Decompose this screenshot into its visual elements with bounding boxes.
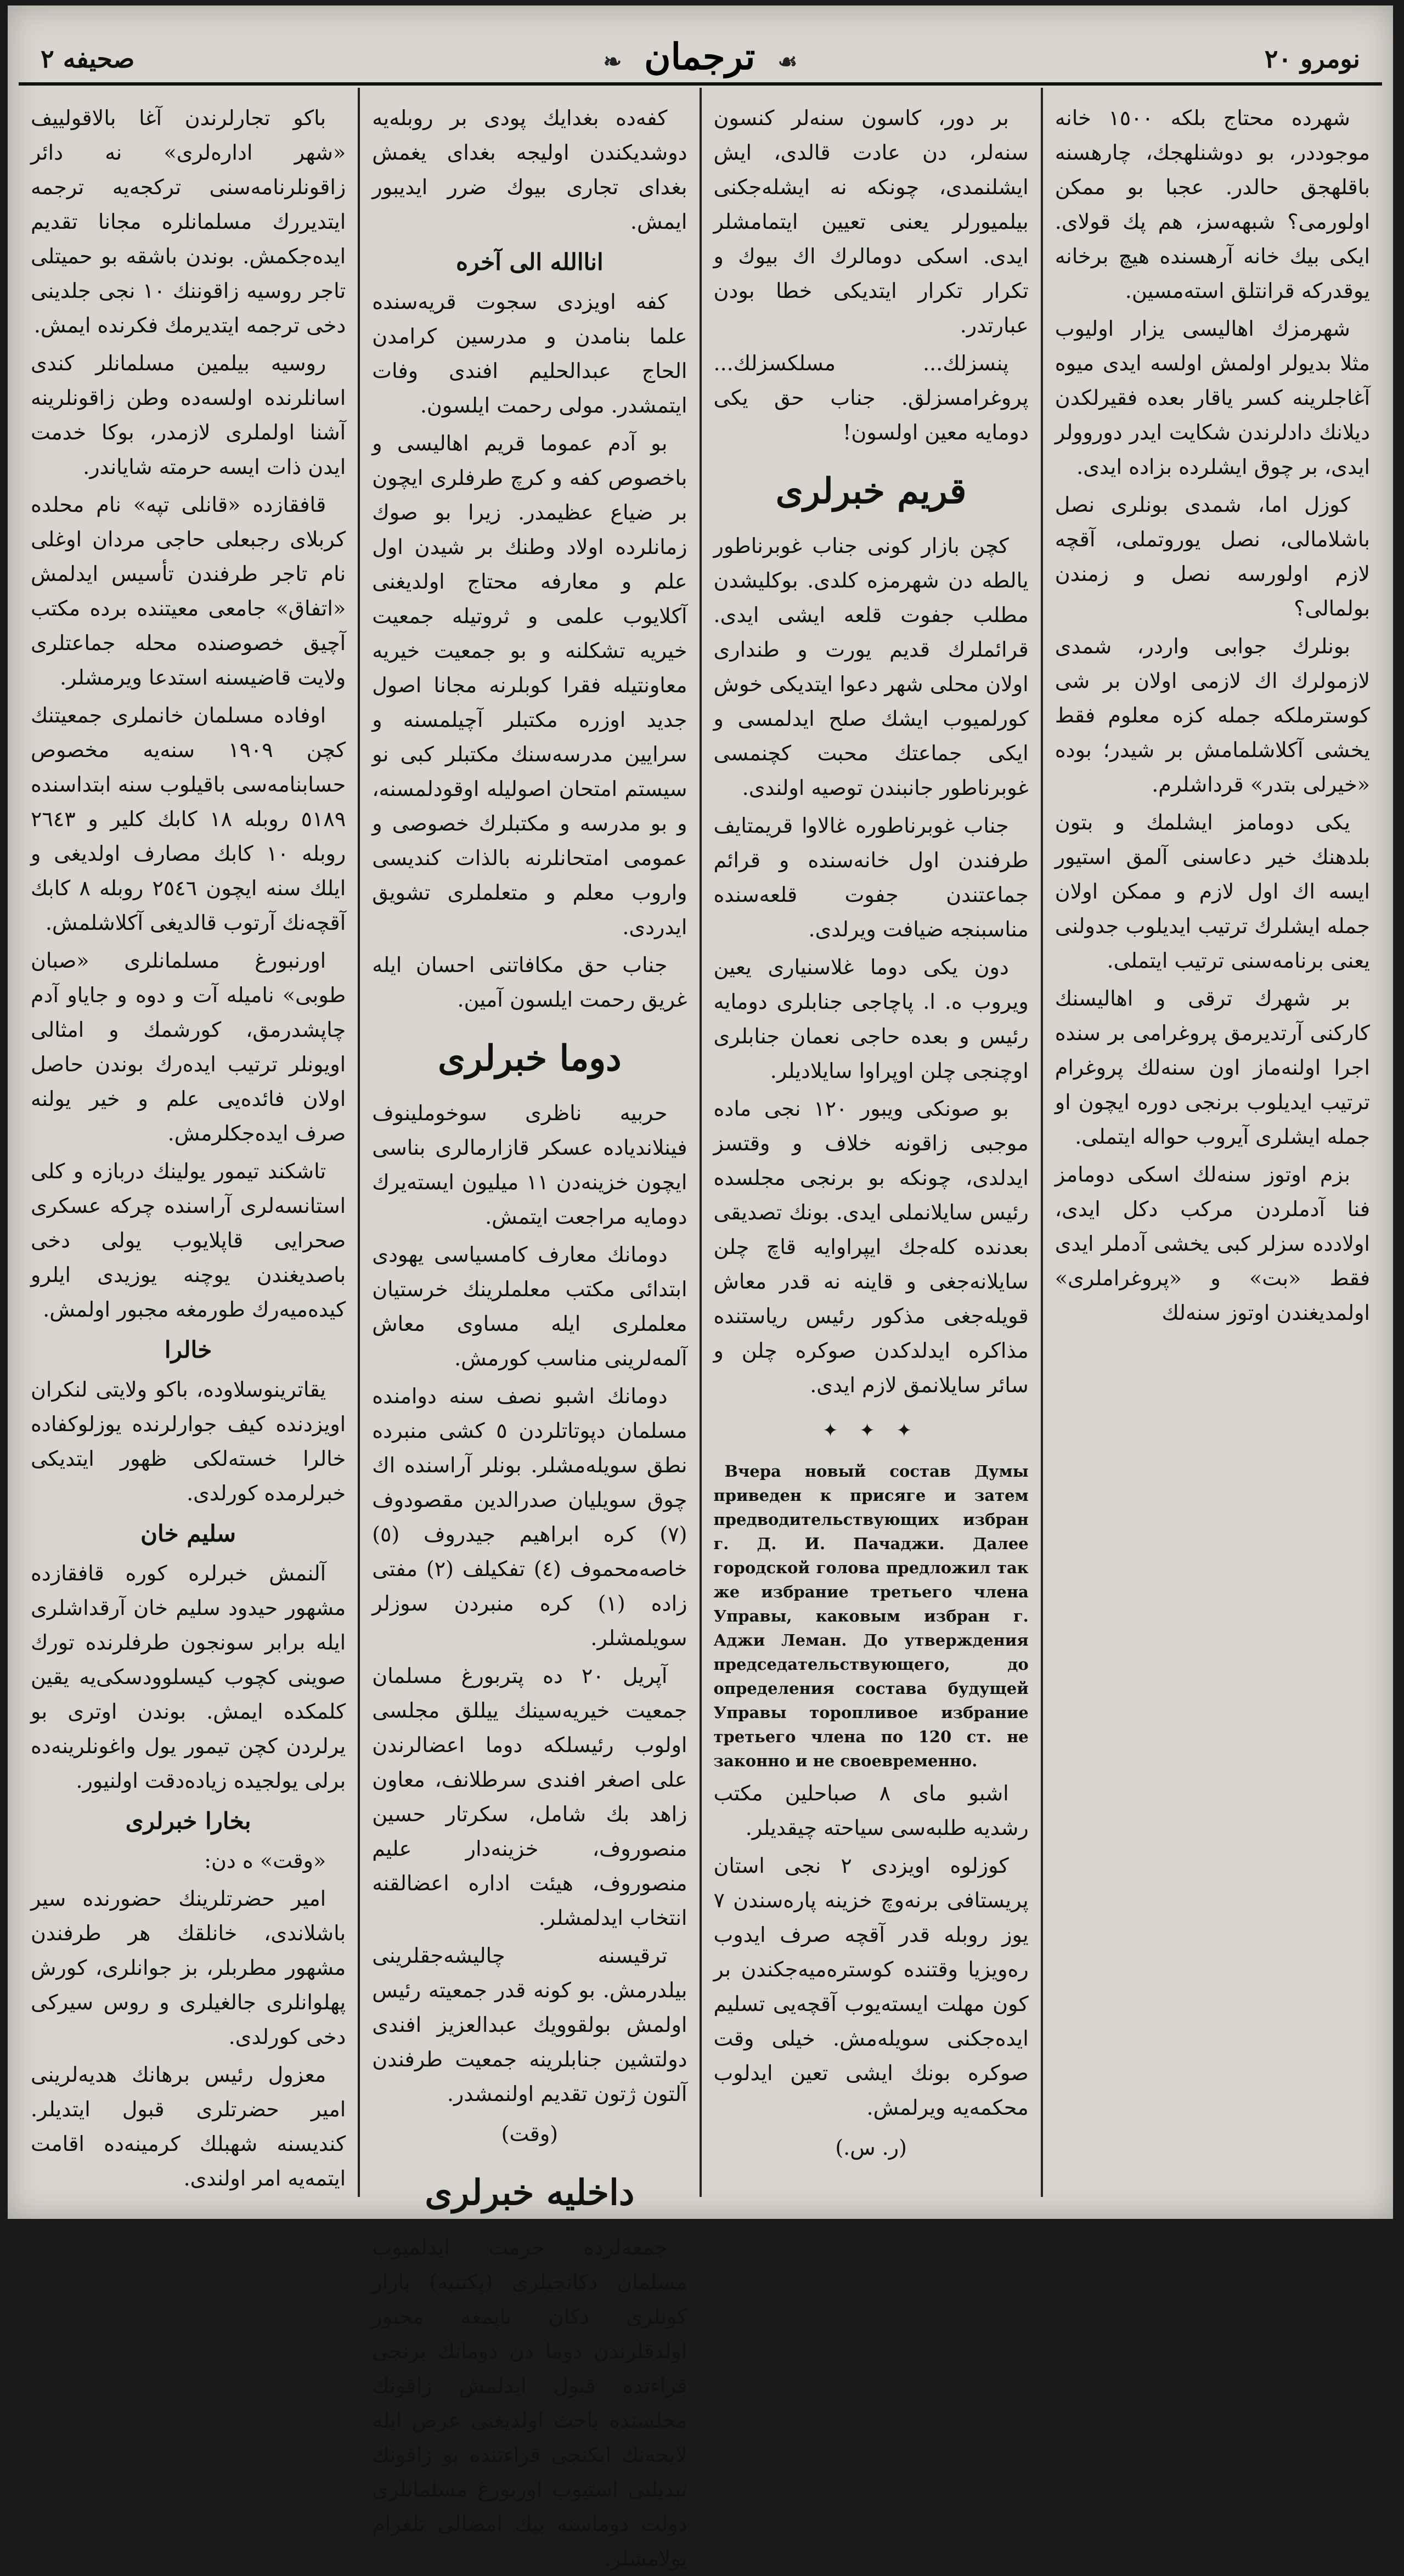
article-paragraph: دومانك معارف کامسیاسی یهودی ابتدائی مکتب معلملرینك خرستیان معلملری ایله مساوی معاش آلمه‌لرینی مناسب کورمش.	[372, 1242, 687, 1370]
article-paragraph: کوزل اما، شمدی بونلری نصل باشلامالی، نصل یوروتملی، آقچه لازم اولورسه نصل و زمندن بولمالی؟	[1055, 493, 1370, 620]
article-paragraph: جناب حق مکافاتنی احسان ایله غریق رحمت ایلسون آمین.	[372, 953, 687, 1012]
article-paragraph: دومانك اشبو نصف سنه دوامنده مسلمان دپوتاتلردن ٥ کشی منبرده نطق سویله‌مشلر. بونلر آراسنده اك چوق سویلیان صدرالدین مقصودوف (٧) کره ابراهیم جیدروف (٥) خاصه‌محموف (٤) تفکیلف (٢) مفتی زاده (١) کره منبردن سوزلر سویلمشلر.	[372, 1384, 687, 1650]
article-paragraph: اوفاده مسلمان خانملری جمعیتنك کچن ١٩٠٩ سنه‌یه مخصوص حسابنامه‌سی باقیلوب سنه ابتداسنده ٥١٨٩ روبله ١٨ کابك کلیر و ٢٦٤٣ روبله ١٠ کابك مصارف اولدیغی و ایلك سنه ایچون ٢٥٤٦ روبله ٨ کابك آقچه‌نك آرتوب قالدیغی آکلاشلمش.	[31, 703, 346, 935]
article-paragraph: بونلرك جوابی واردر، شمدی لازمولرك اك لازمی اولان بر شی کوسترملکه جمله کزه معلوم فقط یخشی آکلاشلمامش بر شیدر؛ بوده «خیرلی بتدر» قرداشلرم.	[1055, 634, 1370, 796]
subheading-bukhara: بخارا خبرلری	[125, 1807, 251, 1834]
article-paragraph: شهرمزك اهالیسی یزار اولیوب مثلا بدیولر اولمش اولسه ایدی میوه آغاجلرینه کسر یاقار بعده فقیرلکدن دیلانك دادلرندن شکایت ایدر دوروولر ایدی، بر چوق ایشلرده بزاده ایدی.	[1055, 317, 1370, 479]
article-paragraph: کفه‌ده بغدایك پودی بر روبله‌یه دوشدیکندن اولیجه بغدای یغمش بغدای تجاری بیوك ضرر ایدیبور ایمش.	[372, 106, 687, 234]
article-paragraph: یکی دومامز ایشلمك و بتون بلدهنك خیر دعاسنی آلمق استیور ایسه اك اول لازم و ممکن اولان جمله ایشلرك ترتیب ایدیلوب جدولنی یعنی برنامه‌سنی ترتیب ایتملی.	[1055, 810, 1370, 973]
article-paragraph: قافقازده «قانلی تپه» نام محلده کربلای رجبعلی حاجی مردان اوغلی نام تاجر طرفندن تأسیس ایدلمش «اتفاق» جامعی معیتنده برده مکتب آچیق خصوصنده محله جماعتلری ولایت قاضیسنه استدعا ویرمشلر.	[31, 493, 346, 690]
article-paragraph: باکو تجارلرندن آغا بالاقولییف «شهر اداره‌لری» نه دائر زاقونلرنامه‌سنی ترکجه‌یه ترجمه ایتدیررك مسلمانلره مجانا تقدیم ایده‌جکمش. بوندن باشقه بو حمیتلی تاجر روسیه زاقوننك ١٠ نجی جلدینی دخی ترجمه ایتدیرمك فکرنده ایمش.	[31, 106, 346, 337]
article-paragraph: بر شهرك ترقی و اهالیسنك کارکنی آرتدیرمق پروغرامی بر سنده اجرا اولنه‌ماز اون سنه‌لك پروغرام ترتیب ایدیلوب برنجی دوره ایچون او جمله ایشلری آیروب حواله ایتملی.	[1055, 986, 1370, 1149]
article-paragraph: اورنبورغ مسلمانلری «صبان طوبی» نامیله آت و دوه و جایاو آدم چاپشدرمق، کورشمك و امثالی اویونلر ترتیب ایده‌رك بوندن حاصل اولان فائده‌یی علم و خیر یولنه صرف ایده‌جکلرمش.	[31, 948, 346, 1145]
article-paragraph: تاشکند تیمور یولینك دربازه و کلی استانسه‌لری آراسنده چرکه عسکری صحرایی قاپلایوب یولی دخی باصدیغندن یوچنه یوزیدی ایلرو کیده‌میه‌رك طورمغه مجبور اولمش.	[31, 1159, 346, 1321]
article-paragraph: امیر حضرتلرینك حضورنده سیر باشلاندی، خانلقك هر طرفندن مشهور مطربلر، بز جوانلری، کورش پهلوانلری جالغیلری و روس سیرکی دخی کورلدی.	[31, 1886, 346, 2049]
article-paragraph: معزول رئیس برهانك هدیه‌لرینی امیر حضرتلری قبول ایتدیلر. کندیسنه شهبلك کرمینه‌ده اقامت ایتمه‌یه امر اولندی.	[31, 2063, 346, 2190]
article-paragraph: یقاترینوسلاوده، باکو ولایتی لنکران اویزدنده کیف جوارلرنده یوزلوکفاده خالرا خسته‌لکی ظهور ایتدیکی خبرلرمده کورلدی.	[31, 1377, 346, 1505]
ornament-icon: ☙	[777, 49, 798, 75]
column-3	[358, 88, 699, 2571]
article-paragraph: شهرده محتاج بلکه ١٥٠٠ خانه موجوددر، بو دوشنلهجك، چارهسنه باقلهجق حالدر. عجبا بو ممکن اولورمی؟ شبهه‌سز، هم پك قولای. ایکی بیك خانه آرهسنده هیچ برخانه یوقدرکه قرانتلق استه‌مسین.	[1055, 106, 1370, 303]
header-rule	[19, 82, 1382, 86]
column-2	[700, 88, 1041, 2197]
article-paragraph: کچن بازار کونی جناب غوبرناطور یالطه دن شهرمزه کلدی. بوکلیشدن مطلب جفوت قلعه ایشی ایدی. قرائملرك قدیم یورت و طنداری اولان محلی شهر دعوا ایتدیکی خوش کورلمیوب ایشك صلح ایدلمسی و ایکی جماعتك محبت کچنمسی غوبرناطور جانبندن توصیه اولندی.	[713, 534, 1029, 800]
article-paragraph: اشبو مای ٨ صباحلین مکتب رشدیه طلبه‌سی سیاحته چیقدیلر.	[713, 1781, 1029, 1840]
section-title-duma: دوما خبرلری	[438, 1038, 622, 1079]
section-title-crimea: قریم خبرلری	[775, 471, 967, 512]
article-paragraph: بو آدم عموما قریم اهالیسی و باخصوص کفه و کرچ طرفلری ایچون بر ضیاع عظیمدر. زیرا بو صوك زمانلرده اولاد وطنك بر شیدن اول علم و معارفه محتاج اولدیغنی آکلایوب علمی و ثروتیله جمعیت خیریه تشکلنه و بو جمعیت خیریه معاونتیله فقرا کوبلرنه مجانا اصول جدید اوزره مکتبلر آچیلمسنه و سرایین مدرسه‌سنك مکتبلر کبی نو سیستم امتحان اصولیله اوقودلمسنه، و بو مدرسه و مکتبلرك خصوصی و عمومی امتحانلرنه بالذات کندیسی واروب معلم و متعلملری تشویق ایدردی.	[372, 431, 687, 939]
article-paragraph: روسیه بیلمین مسلمانلر کندی اسانلرنده اولسه‌ده وطن زاقونلرینه آشنا اولملری لازمدر، بوکا خدمت ایدن ذات ایسه حرمته شایاندر.	[31, 351, 346, 479]
article-paragraph: بر دور، کاسون سنه‌لر کنسون سنه‌لر، دن عادت قالدی، ایش ایشلنمدی، چونکه نه ایشله‌جکنی بیلمیورلر یعنی تعیین ایتمامشلر ایدی. اسکی دومالرك اك بیوك و تکرار تکرار ایتدیکی خطا بودن عبارتدر.	[713, 106, 1029, 337]
masthead	[8, 35, 1393, 78]
condolence-heading: اناالله الی آخره	[456, 248, 604, 275]
issue-number: نومرو ٢٠	[1264, 44, 1360, 74]
section-divider: ✦ ✦ ✦	[822, 1420, 920, 1442]
subheading-cholera: خالرا	[164, 1336, 212, 1363]
article-paragraph: کفه اویزدی سجوت قریه‌سنده علما بنامدن و مدرسین کرامدن الحاج عبدالحلیم افندی وفات ایتمشدر. مولی رحمت ایلسون.	[372, 290, 687, 417]
article-signature: (وقت)	[501, 2122, 559, 2146]
article-paragraph: جناب غوبرناطوره غالاوا قریمتایف طرفندن اول خانه‌سنده و قرائم جماعتندن جفوت قلعه‌سنده مناسبنجه ضیافت ویرلدی.	[713, 814, 1029, 941]
article-source: «وقت» ه دن:	[204, 1849, 326, 1873]
column-1	[1041, 88, 1382, 2197]
section-title-domestic: داخلیه خبرلری	[425, 2172, 635, 2213]
article-signature: (ر. س.)	[835, 2136, 907, 2160]
article-paragraph: آپریل ٢٠ ده پتربورغ مسلمان جمعیت خیریه‌سینك ییللق مجلسی اولوب رئیسلکه دوما اعضالرندن علی اصغر افندی سرطلانف، معاون زاهد بك شامل، سکرتار حسین منصوروف، خزینه‌دار علیم منصوروف، هیئت اداره اعضالقنه انتخاب ایدلمشلر.	[372, 1664, 687, 1930]
article-paragraph: حربیه ناظری سوخوملینوف فینلاندیاده عسکر قازارمالری بناسی ایچون خزینه‌دن ١١ میلیون ایسته‌یرك دومایه مراجعت ایتمش.	[372, 1101, 687, 1229]
article-paragraph: جمعه‌لرده حرمت ایدلمیوب مسلمان دکانجیلری (پکتنبه) بازار کونلری دکان یاپمغه مجبور اولدقلرندن دوما دن دومانك برنجی قراءتده قبول ایدلمش زاقونك مجلسنده باحث اولدیغنی عرض ایله لایحه‌نك ایکنجی قراءتنده بو زاقونك تبدیلنی استیوب اوربورغ مسلمانلری دولت دوماسنه بیك امضالی تلغرام یولامشلر.	[372, 2235, 687, 2571]
ornament-icon: ❧	[603, 49, 622, 75]
article-paragraph: بو صونکی ویبور ١٢٠ نجی ماده موجبی زاقونه خلاف و وقتسز ایدلدی، چونکه بو برنجی مجلسده رئیس سایلانملی ایدی. بونك تصدیقی بعدنده کله‌جك ایپراوایه قاچ چلن سایلانه‌جغی و قاینه نه قدر معاش قویله‌جغی مذکور رئیس ریاستنده مذاکره ایدلدکدن صوکره چلن و سائر سایلانمق لازم ایدی.	[713, 1097, 1029, 1397]
article-paragraph: پنسزلك... مسلکسزلك... پروغرامسزلق. جناب حق یکی دومایه معین اولسون!	[713, 351, 1029, 444]
page-header	[8, 5, 1393, 88]
article-paragraph: آلنمش خبرلره کوره قافقازده مشهور حیدود سلیم خان آرقداشلری ایله برابر سونجون طرفلرنده تورك صوینی کچوب کیسلوودسکی‌یه یقین کلمکده ایمش. بوندن اوتری بو یرلردن کچن تیمور یول واغونلرینه‌ده برلی یولجیده زیاده‌دقت اولنیور.	[31, 1561, 346, 1793]
column-4	[19, 88, 358, 2197]
article-paragraph: دون یکی دوما غلاسنیاری یعین ویروب ه. ا. پاچاجی جنابلری دومایه رئیس و بعده حاجی نعمان جنابلری اوچنجی چلن اوپراوا سایلادیلر.	[713, 955, 1029, 1083]
article-paragraph: کوزلوه اویزدی ٢ نجی استان پریستافی برنه‌وچ خزینه پاره‌سندن ٧ یوز روبله قدر آقچه صرف ایدوب رەویزیا وقتنده کوسترەمیەجکندن بر کون مهلت ایسته‌یوب آقچه‌یی تسلیم ایده‌جکنی سویله‌مش. خیلی وقت صوکره بونك ایشی تعین ایدلوب محکمه‌یه ویرلمش.	[713, 1854, 1029, 2120]
article-paragraph: ترقیسنه چالیشه‌جقلرینی بیلدرمش. بو کونه قدر جمعیته رئیس اولمش بولقوویك عبدالعزیز افندی دولتشین جنابلرینه جمعیت طرفندن آلتون ژتون تقدیم اولنمشدر.	[372, 1944, 687, 2106]
russian-paragraph: Вчера новый состав Думы приведен к присяге и затем предводительствующих избран г. Д. И. Пачаджи. Далее городской голова предложил так же избрание третьего члена Управы, каковым избран г. Аджи Леман. До утверждения председательствующего, до определения состава будущей Управы торопливое избрание третьего члена по 120 ст. не законно и не своевременно.	[713, 1462, 1029, 1770]
columns	[19, 88, 1382, 2571]
page-number: صحيفه ٢	[41, 44, 135, 74]
article-paragraph: بزم اوتوز سنه‌لك اسکی دومامز فنا آدملردن مرکب دکل ایدی، اولادده سزلر کبی یخشی آدملر ایدی فقط «بت» و «پروغراملری» اولمدیغندن اوتوز سنه‌لك	[1055, 1162, 1370, 1325]
newspaper-page	[8, 5, 1393, 2571]
newspaper-title: ترجمان	[644, 35, 755, 78]
subheading-selim-khan: سلیم خان	[140, 1520, 236, 1547]
